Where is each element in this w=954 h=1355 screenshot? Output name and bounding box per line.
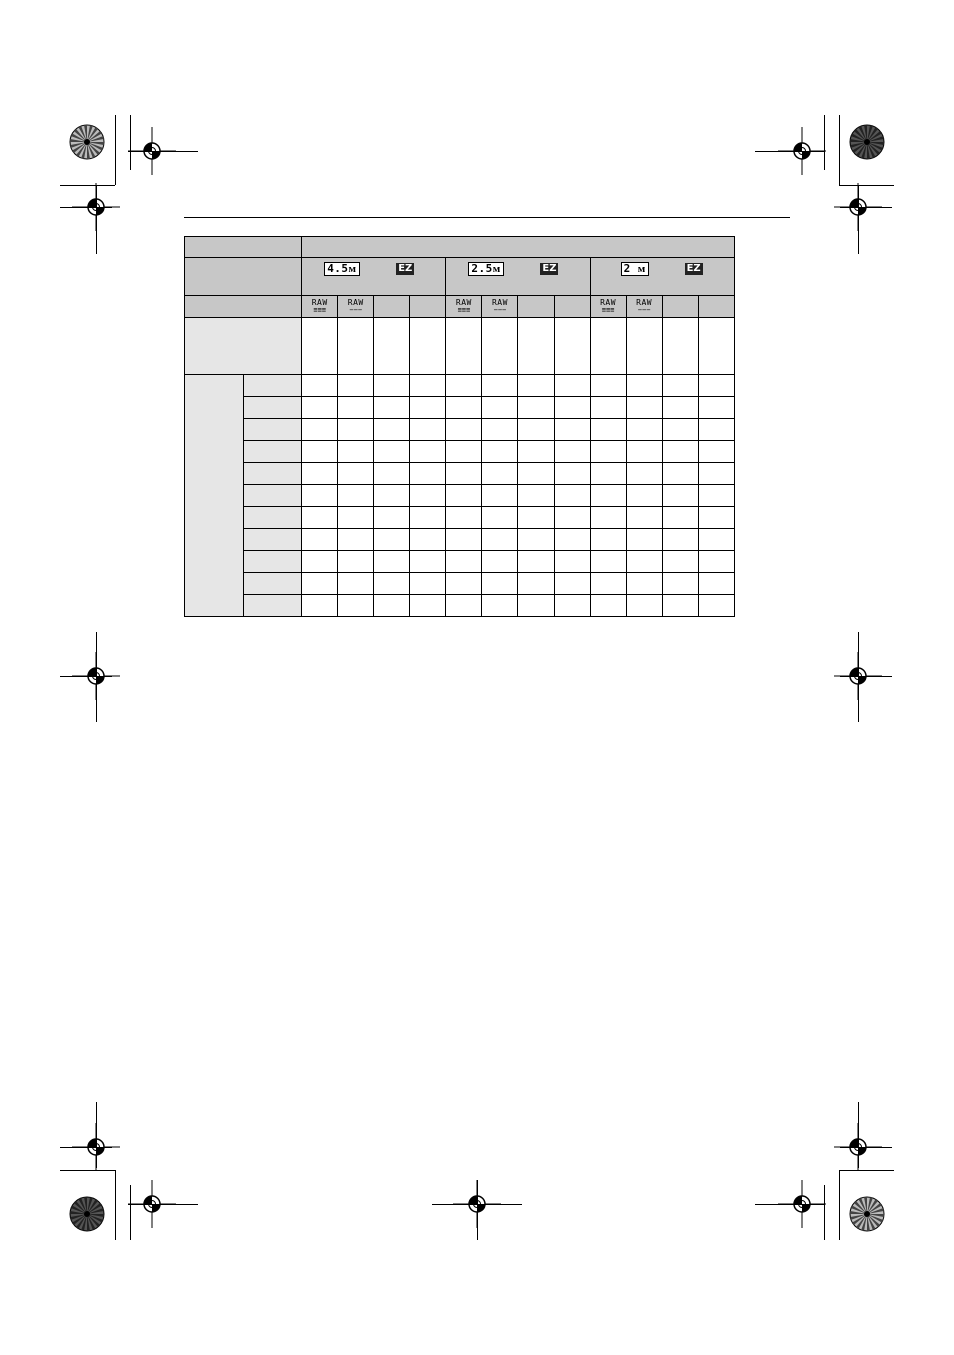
- crop-line: [96, 632, 97, 722]
- table-cell: [698, 441, 734, 463]
- crop-line: [432, 1204, 522, 1205]
- table-cell: [302, 551, 338, 573]
- table-cell: [374, 485, 410, 507]
- quality-row: [185, 296, 735, 318]
- table-cell: [446, 463, 482, 485]
- table-cell: [374, 441, 410, 463]
- table-cell: [338, 397, 374, 419]
- table-cell: [410, 463, 446, 485]
- crop-line: [839, 115, 840, 185]
- table-cell: [302, 595, 338, 617]
- crop-line: [755, 151, 825, 152]
- table-row: [185, 485, 735, 507]
- table-cell: [698, 595, 734, 617]
- table-cell: [554, 595, 590, 617]
- table-row: [185, 441, 735, 463]
- table-cell: [590, 573, 626, 595]
- table-cell: [446, 573, 482, 595]
- crop-line: [115, 1170, 116, 1240]
- table-cell: [626, 551, 662, 573]
- row-label-cell: [244, 485, 302, 507]
- table-cell: [518, 551, 554, 573]
- table-cell: [410, 318, 446, 375]
- table-cell: [410, 573, 446, 595]
- table-cell: [662, 485, 698, 507]
- table-cell: [482, 463, 518, 485]
- table-cell: [446, 485, 482, 507]
- table-cell: [482, 529, 518, 551]
- crop-line: [60, 676, 112, 677]
- capacity-label-cell: [185, 318, 302, 375]
- quality-cell: [554, 296, 590, 318]
- extended-zoom-icon: EZ: [686, 263, 701, 274]
- table-cell: [374, 573, 410, 595]
- table-cell: [590, 463, 626, 485]
- standard-mark: −−−: [637, 306, 651, 314]
- standard-mark: −−−: [493, 306, 507, 314]
- table-row: [185, 551, 735, 573]
- table-cell: [302, 397, 338, 419]
- extended-zoom-icon: EZ: [398, 263, 413, 274]
- table-cell: [554, 318, 590, 375]
- spec-table: [184, 236, 735, 617]
- table-cell: [554, 397, 590, 419]
- picture-size-icon: 4.5ᴍ: [324, 262, 359, 276]
- raw-fine-icon: RAW: [455, 298, 472, 307]
- table-cell: [662, 318, 698, 375]
- crop-line: [96, 1102, 97, 1168]
- size-row: [185, 258, 735, 296]
- table-cell: [590, 419, 626, 441]
- crop-line: [840, 207, 892, 208]
- table-cell: [554, 441, 590, 463]
- crop-line: [60, 207, 112, 208]
- crop-line: [96, 186, 97, 254]
- capacity-row: [185, 318, 735, 375]
- table-cell: [482, 507, 518, 529]
- table-cell: [518, 375, 554, 397]
- table-cell: [482, 485, 518, 507]
- table-cell: [626, 595, 662, 617]
- table-cell: [518, 463, 554, 485]
- table-cell: [302, 441, 338, 463]
- table-cell: [590, 595, 626, 617]
- table-cell: [554, 551, 590, 573]
- quality-cell: [518, 296, 554, 318]
- quality-cell: [590, 296, 626, 318]
- crop-line: [839, 1170, 840, 1240]
- table-cell: [374, 318, 410, 375]
- table-cell: [482, 397, 518, 419]
- row-label-cell: [244, 551, 302, 573]
- table-cell: [302, 529, 338, 551]
- table-cell: [698, 573, 734, 595]
- table-cell: [446, 318, 482, 375]
- table-cell: [518, 529, 554, 551]
- table-cell: [410, 485, 446, 507]
- quality-cell: [482, 296, 518, 318]
- crop-line: [128, 1204, 198, 1205]
- table-cell: [374, 397, 410, 419]
- quality-label-cell: [185, 296, 302, 318]
- table-cell: [338, 573, 374, 595]
- quality-cell: [374, 296, 410, 318]
- table-title-row: [185, 237, 735, 258]
- row-label-cell: [244, 595, 302, 617]
- size-group-cell: [446, 258, 590, 296]
- picture-size-icon: 2 ᴍ: [621, 262, 649, 276]
- table-cell: [698, 507, 734, 529]
- table-cell: [626, 485, 662, 507]
- crop-line: [840, 1147, 892, 1148]
- table-body: [185, 375, 735, 617]
- table-cell: [698, 397, 734, 419]
- table-cell: [662, 441, 698, 463]
- row-label-cell: [244, 463, 302, 485]
- table-cell: [554, 507, 590, 529]
- table-cell: [410, 397, 446, 419]
- table-row: [185, 529, 735, 551]
- table-cell: [410, 595, 446, 617]
- row-label-cell: [244, 529, 302, 551]
- registration-target-icon: [69, 124, 105, 160]
- crop-line: [858, 632, 859, 722]
- crop-line: [840, 676, 892, 677]
- table-row: [185, 463, 735, 485]
- table-cell: [482, 551, 518, 573]
- table-cell: [662, 397, 698, 419]
- row-label-cell: [244, 441, 302, 463]
- crop-line: [858, 186, 859, 254]
- table-cell: [338, 551, 374, 573]
- table-cell: [374, 419, 410, 441]
- table-cell: [446, 507, 482, 529]
- table-cell: [338, 375, 374, 397]
- quality-cell: [410, 296, 446, 318]
- table-cell: [338, 463, 374, 485]
- extended-zoom-icon: EZ: [542, 263, 557, 274]
- table-cell: [590, 375, 626, 397]
- table-cell: [518, 485, 554, 507]
- table-cell: [626, 573, 662, 595]
- table-cell: [374, 551, 410, 573]
- quality-cell: [338, 296, 374, 318]
- table-cell: [554, 573, 590, 595]
- table-cell: [590, 441, 626, 463]
- table-cell: [698, 419, 734, 441]
- table-cell: [590, 507, 626, 529]
- row-label-cell: [244, 419, 302, 441]
- table-cell: [626, 375, 662, 397]
- table-cell: [518, 397, 554, 419]
- header-rule: [184, 217, 790, 218]
- table-cell: [590, 397, 626, 419]
- table-cell: [662, 595, 698, 617]
- table-cell: [626, 318, 662, 375]
- row-label-cell: [244, 397, 302, 419]
- table-cell: [338, 318, 374, 375]
- fine-mark: ≡≡≡: [601, 306, 615, 314]
- table-cell: [626, 397, 662, 419]
- table-row: [185, 595, 735, 617]
- table-cell: [410, 441, 446, 463]
- standard-mark: −−−: [349, 306, 363, 314]
- table-row: [185, 573, 735, 595]
- table-cell: [410, 529, 446, 551]
- crop-line: [60, 1147, 112, 1148]
- table-cell: [626, 507, 662, 529]
- table-cell: [446, 375, 482, 397]
- raw-fine-icon: RAW: [600, 298, 617, 307]
- table-cell: [482, 441, 518, 463]
- table-cell: [446, 595, 482, 617]
- table-cell: [518, 419, 554, 441]
- table-cell: [338, 441, 374, 463]
- table-cell: [302, 375, 338, 397]
- table-cell: [410, 551, 446, 573]
- crop-line: [755, 1204, 825, 1205]
- fine-mark: ≡≡≡: [457, 306, 471, 314]
- registration-target-icon: [849, 1196, 885, 1232]
- table-cell: [590, 485, 626, 507]
- table-row: [185, 375, 735, 397]
- table-cell: [446, 441, 482, 463]
- table-cell: [446, 397, 482, 419]
- table-cell: [302, 507, 338, 529]
- header-cell-title: [302, 237, 735, 258]
- table-cell: [662, 529, 698, 551]
- table-cell: [698, 485, 734, 507]
- table-cell: [590, 551, 626, 573]
- table-cell: [626, 441, 662, 463]
- table-row: [185, 507, 735, 529]
- table-cell: [554, 463, 590, 485]
- registration-target-icon: [849, 124, 885, 160]
- table-cell: [590, 318, 626, 375]
- table-cell: [338, 419, 374, 441]
- table-cell: [338, 595, 374, 617]
- table-cell: [338, 485, 374, 507]
- table-cell: [554, 419, 590, 441]
- raw-standard-icon: RAW: [491, 298, 508, 307]
- crop-line: [858, 1102, 859, 1168]
- crop-line: [115, 115, 116, 185]
- raw-standard-icon: RAW: [347, 298, 364, 307]
- table-cell: [446, 529, 482, 551]
- table-cell: [698, 463, 734, 485]
- table-cell: [662, 551, 698, 573]
- table-cell: [554, 375, 590, 397]
- table-cell: [518, 573, 554, 595]
- table-cell: [482, 573, 518, 595]
- size-group-cell: [590, 258, 734, 296]
- table-cell: [698, 375, 734, 397]
- registration-target-icon: [69, 1196, 105, 1232]
- table-cell: [698, 529, 734, 551]
- header-cell-empty: [185, 237, 302, 258]
- quality-cell: [662, 296, 698, 318]
- table-cell: [302, 463, 338, 485]
- table-cell: [374, 463, 410, 485]
- raw-fine-icon: RAW: [311, 298, 328, 307]
- table-cell: [410, 375, 446, 397]
- table-cell: [662, 507, 698, 529]
- table-cell: [482, 595, 518, 617]
- quality-cell: [302, 296, 338, 318]
- table-row: [185, 397, 735, 419]
- picture-size-icon: 2.5ᴍ: [468, 262, 503, 276]
- table-cell: [518, 441, 554, 463]
- fine-mark: ≡≡≡: [313, 306, 327, 314]
- row-label-cell: [244, 507, 302, 529]
- table-cell: [698, 318, 734, 375]
- table-cell: [302, 485, 338, 507]
- table-cell: [302, 318, 338, 375]
- table-cell: [626, 529, 662, 551]
- table-cell: [590, 529, 626, 551]
- quality-cell: [698, 296, 734, 318]
- quality-cell: [446, 296, 482, 318]
- side-label-cell: [185, 375, 244, 617]
- table-cell: [662, 463, 698, 485]
- crop-line: [128, 151, 198, 152]
- table-cell: [482, 318, 518, 375]
- row-label-cell: [244, 573, 302, 595]
- table-cell: [518, 595, 554, 617]
- table-cell: [410, 507, 446, 529]
- table-cell: [374, 529, 410, 551]
- quality-cell: [626, 296, 662, 318]
- size-label-cell: [185, 258, 302, 296]
- table-cell: [626, 419, 662, 441]
- table-cell: [410, 419, 446, 441]
- table-row: [185, 419, 735, 441]
- table-cell: [374, 595, 410, 617]
- table-cell: [662, 419, 698, 441]
- table-cell: [374, 375, 410, 397]
- row-label-cell: [244, 375, 302, 397]
- table-cell: [482, 419, 518, 441]
- table-cell: [302, 573, 338, 595]
- table-cell: [518, 507, 554, 529]
- table-cell: [554, 485, 590, 507]
- table-cell: [338, 507, 374, 529]
- table-cell: [662, 573, 698, 595]
- table-cell: [662, 375, 698, 397]
- table-cell: [302, 419, 338, 441]
- table-cell: [446, 551, 482, 573]
- table-cell: [338, 529, 374, 551]
- table-cell: [698, 551, 734, 573]
- table-cell: [374, 507, 410, 529]
- size-group-cell: [302, 258, 446, 296]
- table-cell: [482, 375, 518, 397]
- table-cell: [626, 463, 662, 485]
- raw-standard-icon: RAW: [636, 298, 653, 307]
- table-cell: [446, 419, 482, 441]
- table-cell: [554, 529, 590, 551]
- crop-line: [477, 1180, 478, 1240]
- table-cell: [518, 318, 554, 375]
